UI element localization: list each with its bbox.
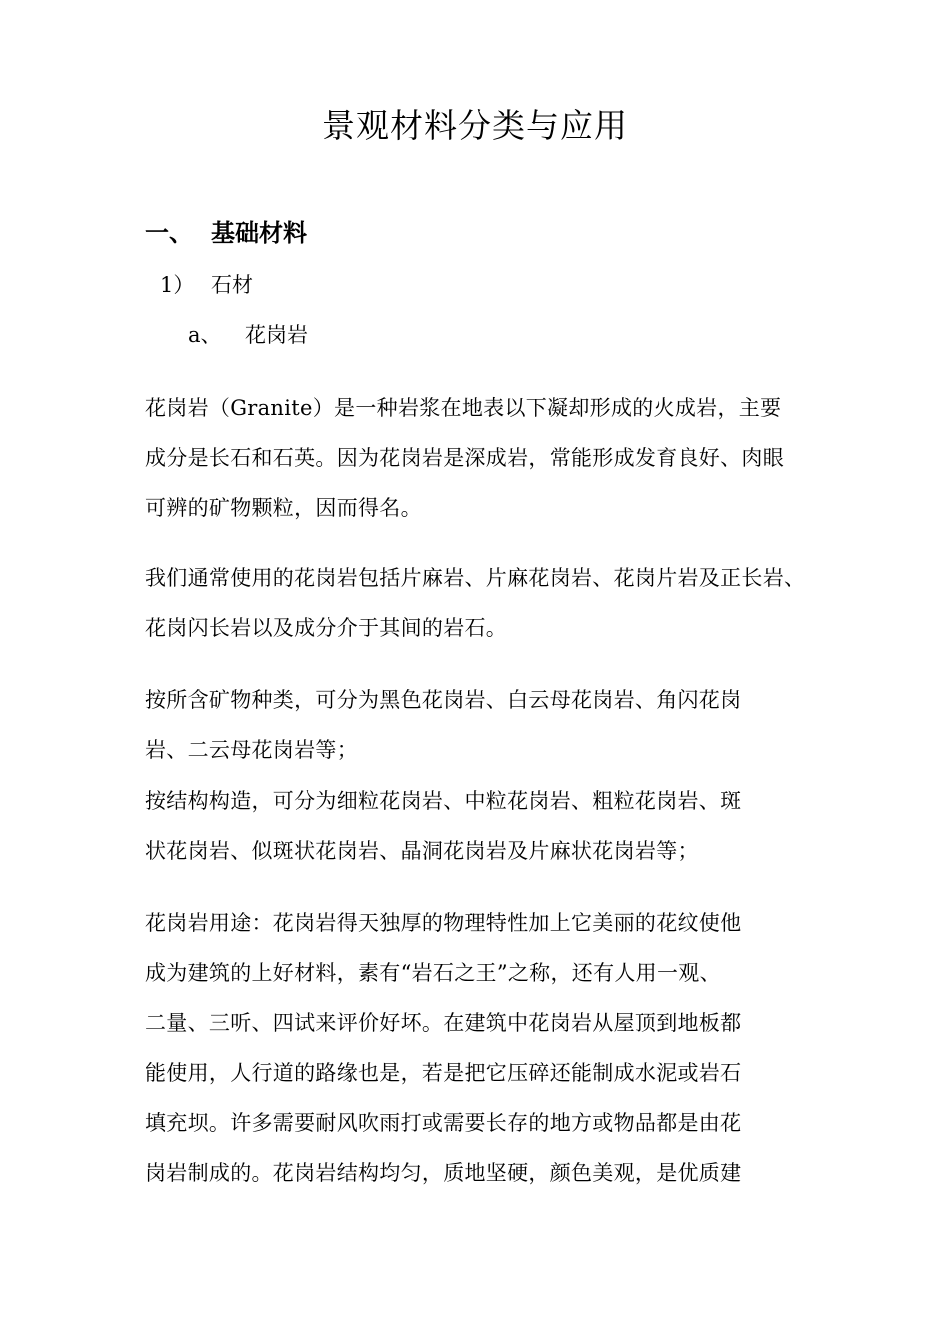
document-title: 景观材料分类与应用 xyxy=(322,106,628,145)
subsection-title: 石材 xyxy=(211,273,253,297)
text-line: 填充坝。许多需要耐风吹雨打或需要长存的地方或物品都是由花 xyxy=(145,1111,742,1135)
text-line: 我们通常使用的花岗岩包括片麻岩、片麻花岗岩、花岗片岩及正长岩、 xyxy=(145,566,806,590)
section-heading-basic-materials xyxy=(145,216,307,250)
text-line: 按所含矿物种类，可分为黑色花岗岩、白云母花岗岩、角闪花岗 xyxy=(145,688,742,712)
subsection-number: 1） xyxy=(160,273,195,297)
subsection-heading-stone xyxy=(160,270,253,300)
text-line: 花岗闪长岩以及成分介于其间的岩石。 xyxy=(145,616,508,640)
item-heading-granite xyxy=(188,320,308,350)
text-line: 按结构构造，可分为细粒花岗岩、中粒花岗岩、粗粒花岗岩、斑 xyxy=(145,789,742,813)
paragraph-granite-definition xyxy=(145,383,815,533)
text-line: 成为建筑的上好材料，素有“岩石之王”之称，还有人用一观、 xyxy=(145,961,721,985)
text-line: 能使用，人行道的路缘也是，若是把它压碎还能制成水泥或岩石 xyxy=(145,1061,742,1085)
text-line: 可辨的矿物颗粒，因而得名。 xyxy=(145,496,422,520)
paragraph-structure-classification xyxy=(145,776,815,876)
item-title: 花岗岩 xyxy=(245,323,308,347)
paragraph-granite-uses xyxy=(145,898,815,1198)
text-line: 花岗岩用途：花岗岩得天独厚的物理特性加上它美丽的花纹使他 xyxy=(145,911,742,935)
section-title: 基础材料 xyxy=(211,219,307,247)
text-line: 状花岗岩、似斑状花岗岩、晶洞花岗岩及片麻状花岗岩等； xyxy=(145,839,699,863)
text-line: 岗岩制成的。花岗岩结构均匀，质地坚硬，颜色美观，是优质建 xyxy=(145,1161,742,1185)
text-line: 成分是长石和石英。因为花岗岩是深成岩，常能形成发育良好、肉眼 xyxy=(145,446,784,470)
text-line: 二量、三听、四试来评价好坏。在建筑中花岗岩从屋顶到地板都 xyxy=(145,1011,742,1035)
text-line: 花岗岩（Granite）是一种岩浆在地表以下凝却形成的火成岩，主要 xyxy=(145,396,782,420)
text-line: 岩、二云母花岗岩等； xyxy=(145,738,358,762)
paragraph-granite-types xyxy=(145,553,815,653)
item-number: a、 xyxy=(188,323,222,347)
paragraph-mineral-classification xyxy=(145,675,815,775)
section-number: 一、 xyxy=(145,219,193,247)
